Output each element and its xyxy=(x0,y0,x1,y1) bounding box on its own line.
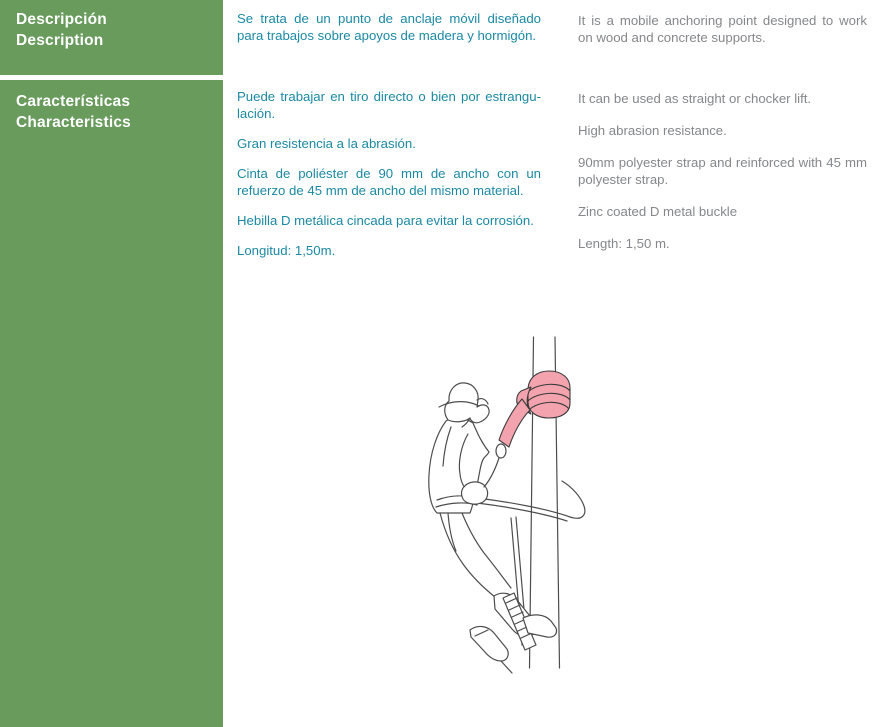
section-sidebar xyxy=(0,0,223,727)
section-divider xyxy=(0,75,223,80)
sidebar-section-characteristics xyxy=(16,91,131,133)
section-title-en: Description xyxy=(16,32,104,49)
characteristic-item: Gran resistencia a la abrasión. xyxy=(237,136,416,151)
characteristic-item: Length: 1,50 m. xyxy=(578,236,670,251)
characteristic-item: 90mm polyester strap and reinforced with 45 mm polyester strap. xyxy=(578,155,867,187)
characteristics-english xyxy=(578,90,867,267)
characteristic-item: Hebilla D metálica cincada para evitar la corrosión. xyxy=(237,213,534,228)
worker-pole-illustration xyxy=(415,330,600,675)
characteristic-item: It can be used as straight or chocker lift. xyxy=(578,91,812,106)
section-title-en: Characteristics xyxy=(16,114,132,131)
characteristics-spanish xyxy=(237,88,541,272)
anchor-strap xyxy=(499,371,570,447)
description-english xyxy=(578,12,867,61)
characteristic-item: Longitud: 1,50m. xyxy=(237,243,336,258)
worker-figure xyxy=(429,383,557,673)
description-text-en: It is a mobile anchoring point designed to work on wood and concrete supports. xyxy=(578,13,867,45)
description-spanish xyxy=(237,10,541,57)
section-title-es: Descripción xyxy=(16,11,107,28)
characteristic-item: Cinta de poliéster de 90 mm de ancho con un refuerzo de 45 mm de ancho del mismo material. xyxy=(237,166,541,198)
sidebar-section-description xyxy=(16,9,107,51)
characteristic-item: High abrasion resistance. xyxy=(578,123,727,138)
characteristic-item: Zinc coated D metal buckle xyxy=(578,204,738,219)
description-text-es: Se trata de un punto de anclaje móvil diseñado para trabajos sobre apoyos de madera y hormigón. xyxy=(237,11,541,43)
characteristic-item: Puede trabajar en tiro directo o bien por estrangulación. xyxy=(237,89,541,121)
section-title-es: Características xyxy=(16,93,131,110)
